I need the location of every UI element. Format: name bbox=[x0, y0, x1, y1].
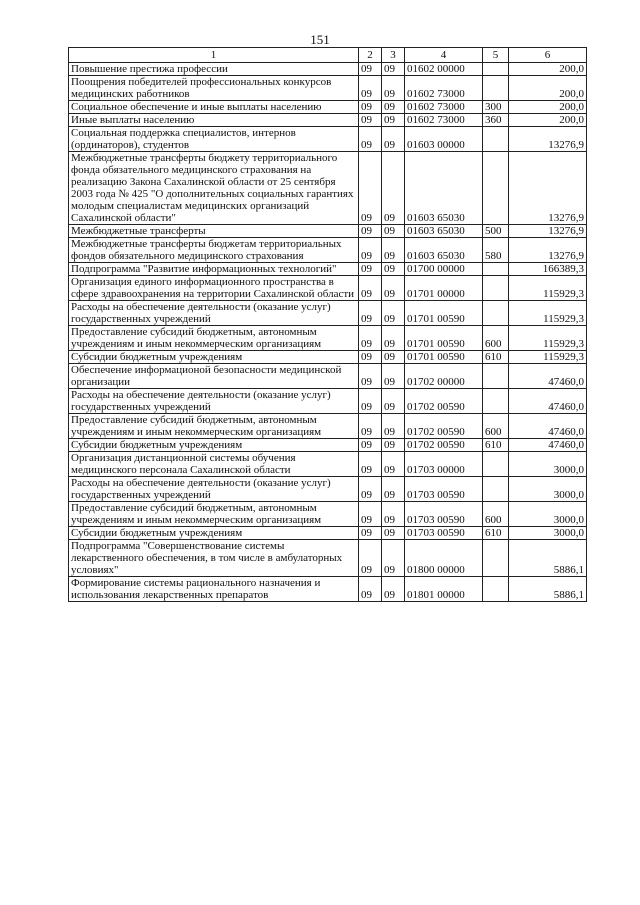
target-article-code: 01602 73000 bbox=[405, 101, 483, 114]
subsection-code: 09 bbox=[382, 238, 405, 263]
row-name: Подпрограмма "Развитие информационных технологий" bbox=[69, 263, 359, 276]
row-name: Субсидии бюджетным учреждениям bbox=[69, 527, 359, 540]
expense-type-code bbox=[483, 389, 509, 414]
section-code: 09 bbox=[359, 238, 382, 263]
amount: 13276,9 bbox=[509, 127, 587, 152]
row-name: Организация дистанционной системы обучения медицинского персонала Сахалинской области bbox=[69, 452, 359, 477]
row-name: Социальная поддержка специалистов, интернов (ординаторов), студентов bbox=[69, 127, 359, 152]
table-row bbox=[69, 577, 587, 602]
table-row bbox=[69, 326, 587, 351]
section-code: 09 bbox=[359, 414, 382, 439]
subsection-code: 09 bbox=[382, 63, 405, 76]
section-code: 09 bbox=[359, 101, 382, 114]
subsection-code: 09 bbox=[382, 477, 405, 502]
expense-type-code: 360 bbox=[483, 114, 509, 127]
row-name: Социальное обеспечение и иные выплаты населению bbox=[69, 101, 359, 114]
table-row bbox=[69, 238, 587, 263]
row-name: Межбюджетные трансферты бюджетам территориальных фондов обязательного медицинского страхования bbox=[69, 238, 359, 263]
expense-type-code bbox=[483, 127, 509, 152]
expense-type-code: 600 bbox=[483, 414, 509, 439]
row-name: Межбюджетные трансферты бюджету территориального фонда обязательного медицинского страхования на реализацию Закона Сахалинской области от 25 сентября 2003 года № 425 "О дополнительных социальных гарантиях молодым специалистам медицинских организаций Сахалинской области" bbox=[69, 152, 359, 225]
amount: 115929,3 bbox=[509, 351, 587, 364]
expense-type-code bbox=[483, 276, 509, 301]
row-name: Расходы на обеспечение деятельности (оказание услуг) государственных учреждений bbox=[69, 477, 359, 502]
table-row bbox=[69, 152, 587, 225]
row-name: Предоставление субсидий бюджетным, автономным учреждениям и иным некоммерческим организациям bbox=[69, 326, 359, 351]
subsection-code: 09 bbox=[382, 127, 405, 152]
section-code: 09 bbox=[359, 276, 382, 301]
section-code: 09 bbox=[359, 577, 382, 602]
column-header: 6 bbox=[509, 48, 587, 63]
column-header: 3 bbox=[382, 48, 405, 63]
page-number: 151 bbox=[310, 32, 330, 47]
section-code: 09 bbox=[359, 63, 382, 76]
expense-type-code: 580 bbox=[483, 238, 509, 263]
column-header: 4 bbox=[405, 48, 483, 63]
target-article-code: 01602 73000 bbox=[405, 114, 483, 127]
expense-type-code bbox=[483, 301, 509, 326]
subsection-code: 09 bbox=[382, 114, 405, 127]
expense-type-code: 610 bbox=[483, 527, 509, 540]
subsection-code: 09 bbox=[382, 452, 405, 477]
expense-type-code bbox=[483, 63, 509, 76]
row-name: Подпрограмма "Совершенствование системы лекарственного обеспечения, в том числе в амбулаторных условиях" bbox=[69, 540, 359, 577]
table-row bbox=[69, 114, 587, 127]
table-row bbox=[69, 263, 587, 276]
table-row bbox=[69, 276, 587, 301]
table-row bbox=[69, 452, 587, 477]
table-row bbox=[69, 225, 587, 238]
target-article-code: 01702 00590 bbox=[405, 414, 483, 439]
section-code: 09 bbox=[359, 127, 382, 152]
table-row bbox=[69, 301, 587, 326]
expense-type-code bbox=[483, 477, 509, 502]
table-row bbox=[69, 439, 587, 452]
table-row bbox=[69, 527, 587, 540]
table-body bbox=[69, 63, 587, 602]
expense-type-code: 300 bbox=[483, 101, 509, 114]
row-name: Формирование системы рационального назначения и использования лекарственных препаратов bbox=[69, 577, 359, 602]
target-article-code: 01603 65030 bbox=[405, 225, 483, 238]
target-article-code: 01702 00000 bbox=[405, 364, 483, 389]
row-name: Предоставление субсидий бюджетным, автономным учреждениям и иным некоммерческим организациям bbox=[69, 502, 359, 527]
amount: 47460,0 bbox=[509, 414, 587, 439]
subsection-code: 09 bbox=[382, 414, 405, 439]
target-article-code: 01702 00590 bbox=[405, 389, 483, 414]
expense-type-code bbox=[483, 452, 509, 477]
target-article-code: 01703 00590 bbox=[405, 527, 483, 540]
expense-type-code: 610 bbox=[483, 351, 509, 364]
target-article-code: 01701 00590 bbox=[405, 301, 483, 326]
expense-type-code: 600 bbox=[483, 326, 509, 351]
row-name: Предоставление субсидий бюджетным, автономным учреждениям и иным некоммерческим организациям bbox=[69, 414, 359, 439]
subsection-code: 09 bbox=[382, 326, 405, 351]
amount: 200,0 bbox=[509, 76, 587, 101]
expense-type-code bbox=[483, 263, 509, 276]
amount: 166389,3 bbox=[509, 263, 587, 276]
target-article-code: 01701 00590 bbox=[405, 351, 483, 364]
subsection-code: 09 bbox=[382, 351, 405, 364]
amount: 5886,1 bbox=[509, 577, 587, 602]
table-row bbox=[69, 502, 587, 527]
target-article-code: 01703 00590 bbox=[405, 502, 483, 527]
amount: 3000,0 bbox=[509, 502, 587, 527]
section-code: 09 bbox=[359, 502, 382, 527]
section-code: 09 bbox=[359, 364, 382, 389]
subsection-code: 09 bbox=[382, 577, 405, 602]
amount: 13276,9 bbox=[509, 152, 587, 225]
target-article-code: 01700 00000 bbox=[405, 263, 483, 276]
row-name: Расходы на обеспечение деятельности (оказание услуг) государственных учреждений bbox=[69, 301, 359, 326]
amount: 115929,3 bbox=[509, 326, 587, 351]
subsection-code: 09 bbox=[382, 502, 405, 527]
section-code: 09 bbox=[359, 540, 382, 577]
column-header: 1 bbox=[69, 48, 359, 63]
expense-type-code bbox=[483, 577, 509, 602]
target-article-code: 01701 00000 bbox=[405, 276, 483, 301]
section-code: 09 bbox=[359, 114, 382, 127]
amount: 115929,3 bbox=[509, 276, 587, 301]
row-name: Повышение престижа профессии bbox=[69, 63, 359, 76]
section-code: 09 bbox=[359, 477, 382, 502]
subsection-code: 09 bbox=[382, 263, 405, 276]
amount: 13276,9 bbox=[509, 238, 587, 263]
table-row bbox=[69, 364, 587, 389]
target-article-code: 01703 00000 bbox=[405, 452, 483, 477]
amount: 5886,1 bbox=[509, 540, 587, 577]
row-name: Поощрения победителей профессиональных конкурсов медицинских работников bbox=[69, 76, 359, 101]
subsection-code: 09 bbox=[382, 389, 405, 414]
expense-type-code bbox=[483, 364, 509, 389]
target-article-code: 01800 00000 bbox=[405, 540, 483, 577]
section-code: 09 bbox=[359, 326, 382, 351]
budget-table bbox=[68, 47, 587, 602]
amount: 200,0 bbox=[509, 101, 587, 114]
target-article-code: 01603 65030 bbox=[405, 152, 483, 225]
row-name: Организация единого информационного пространства в сфере здравоохранения на территории Сахалинской области bbox=[69, 276, 359, 301]
expense-type-code bbox=[483, 76, 509, 101]
amount: 47460,0 bbox=[509, 364, 587, 389]
amount: 3000,0 bbox=[509, 452, 587, 477]
amount: 47460,0 bbox=[509, 439, 587, 452]
table-row bbox=[69, 540, 587, 577]
target-article-code: 01701 00590 bbox=[405, 326, 483, 351]
section-code: 09 bbox=[359, 351, 382, 364]
row-name: Иные выплаты населению bbox=[69, 114, 359, 127]
expense-type-code: 600 bbox=[483, 502, 509, 527]
column-header: 5 bbox=[483, 48, 509, 63]
target-article-code: 01703 00590 bbox=[405, 477, 483, 502]
section-code: 09 bbox=[359, 76, 382, 101]
expense-type-code: 500 bbox=[483, 225, 509, 238]
expense-type-code: 610 bbox=[483, 439, 509, 452]
target-article-code: 01603 00000 bbox=[405, 127, 483, 152]
subsection-code: 09 bbox=[382, 364, 405, 389]
subsection-code: 09 bbox=[382, 225, 405, 238]
section-code: 09 bbox=[359, 225, 382, 238]
expense-type-code bbox=[483, 540, 509, 577]
expense-type-code bbox=[483, 152, 509, 225]
section-code: 09 bbox=[359, 439, 382, 452]
table-row bbox=[69, 389, 587, 414]
table-row bbox=[69, 477, 587, 502]
target-article-code: 01602 00000 bbox=[405, 63, 483, 76]
row-name: Субсидии бюджетным учреждениям bbox=[69, 351, 359, 364]
section-code: 09 bbox=[359, 263, 382, 276]
amount: 200,0 bbox=[509, 63, 587, 76]
table-row bbox=[69, 127, 587, 152]
table-row bbox=[69, 63, 587, 76]
table-row bbox=[69, 76, 587, 101]
target-article-code: 01801 00000 bbox=[405, 577, 483, 602]
amount: 3000,0 bbox=[509, 527, 587, 540]
amount: 3000,0 bbox=[509, 477, 587, 502]
table-row bbox=[69, 351, 587, 364]
target-article-code: 01603 65030 bbox=[405, 238, 483, 263]
subsection-code: 09 bbox=[382, 276, 405, 301]
subsection-code: 09 bbox=[382, 527, 405, 540]
row-name: Субсидии бюджетным учреждениям bbox=[69, 439, 359, 452]
section-code: 09 bbox=[359, 301, 382, 326]
target-article-code: 01602 73000 bbox=[405, 76, 483, 101]
section-code: 09 bbox=[359, 527, 382, 540]
subsection-code: 09 bbox=[382, 540, 405, 577]
amount: 115929,3 bbox=[509, 301, 587, 326]
subsection-code: 09 bbox=[382, 101, 405, 114]
table-row bbox=[69, 414, 587, 439]
header-row bbox=[69, 48, 587, 63]
row-name: Межбюджетные трансферты bbox=[69, 225, 359, 238]
row-name: Расходы на обеспечение деятельности (оказание услуг) государственных учреждений bbox=[69, 389, 359, 414]
amount: 200,0 bbox=[509, 114, 587, 127]
table-row bbox=[69, 101, 587, 114]
subsection-code: 09 bbox=[382, 439, 405, 452]
amount: 13276,9 bbox=[509, 225, 587, 238]
column-header: 2 bbox=[359, 48, 382, 63]
target-article-code: 01702 00590 bbox=[405, 439, 483, 452]
section-code: 09 bbox=[359, 452, 382, 477]
row-name: Обеспечение информационой безопасности медицинской организации bbox=[69, 364, 359, 389]
section-code: 09 bbox=[359, 389, 382, 414]
subsection-code: 09 bbox=[382, 152, 405, 225]
amount: 47460,0 bbox=[509, 389, 587, 414]
subsection-code: 09 bbox=[382, 76, 405, 101]
section-code: 09 bbox=[359, 152, 382, 225]
subsection-code: 09 bbox=[382, 301, 405, 326]
